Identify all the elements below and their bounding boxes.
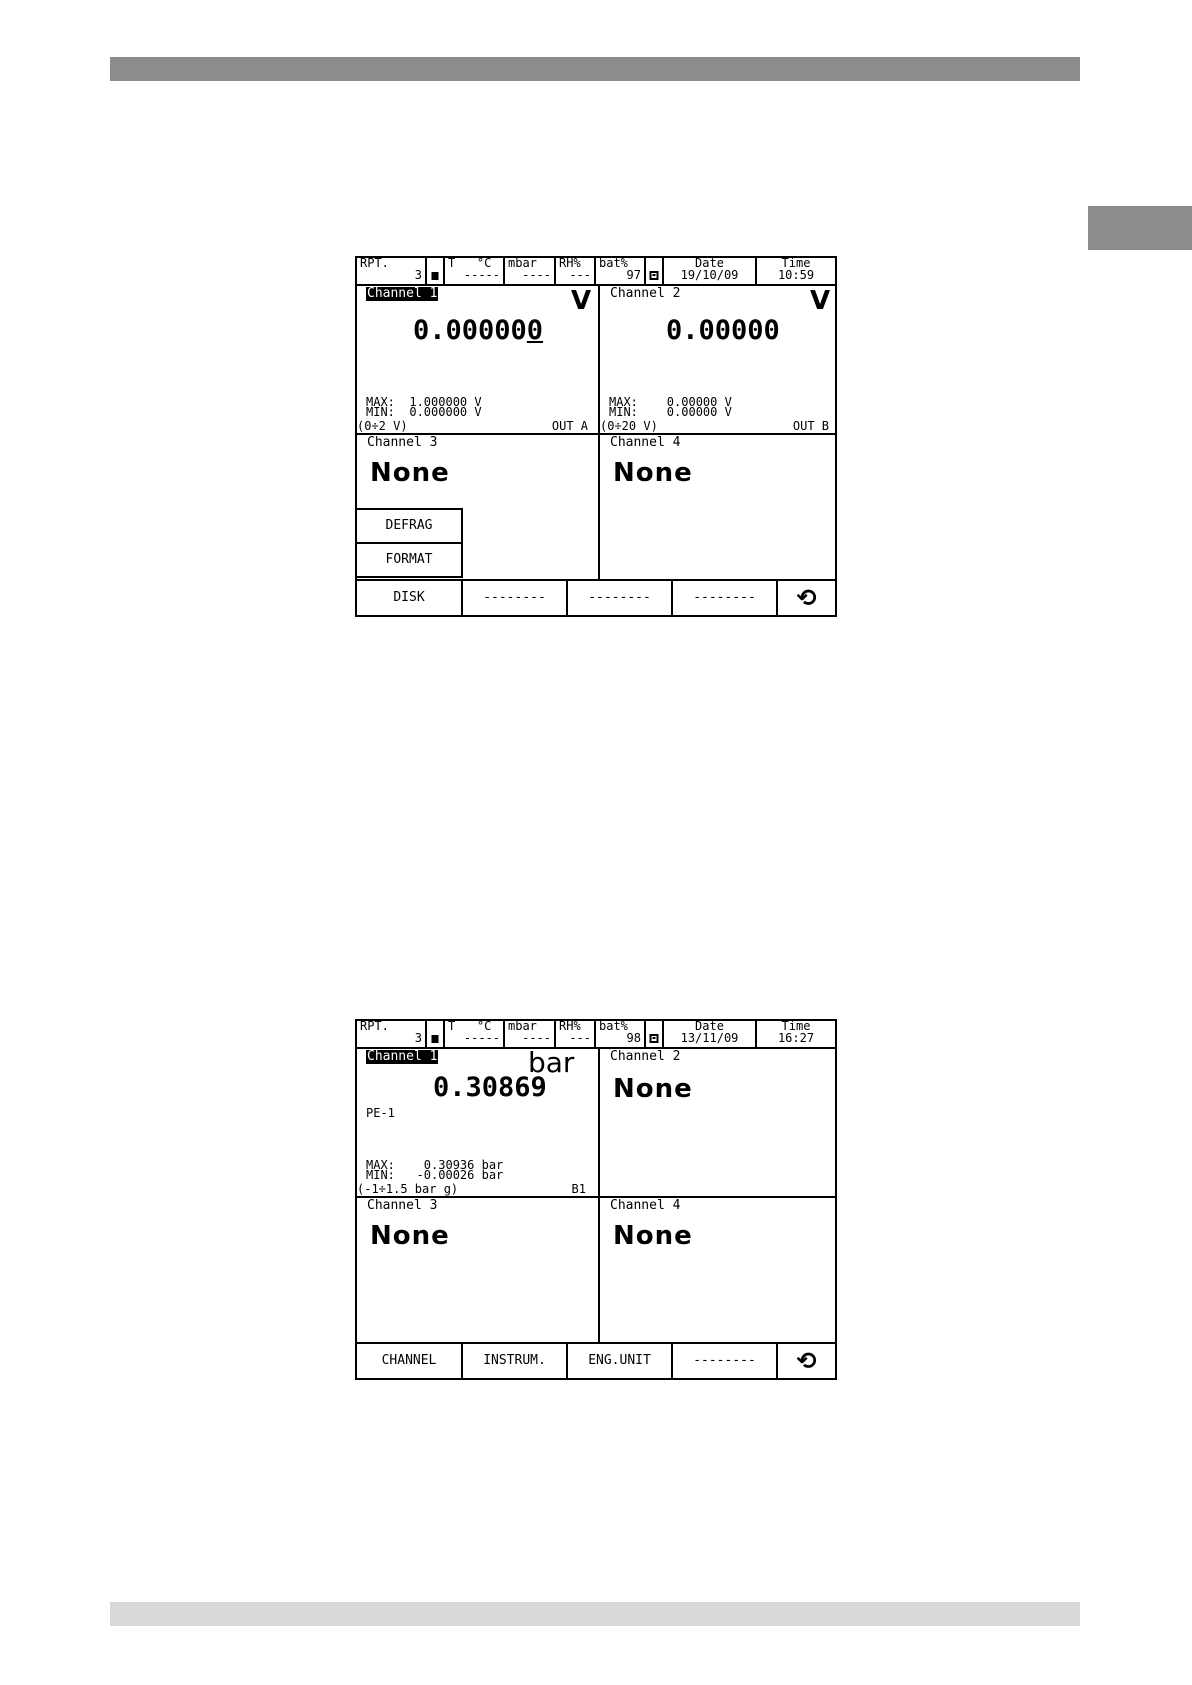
temperature-label: T °C [448,256,492,270]
channel-1-output: OUT A [551,419,588,433]
battery-label: bat% [599,1019,628,1033]
channel-1-label: Channel 1 [367,286,438,301]
battery-value: 97 [626,268,641,282]
battery-cell [596,1021,646,1047]
humidity-cell [556,1021,596,1047]
time-cell [757,1021,835,1047]
rpt-cell [357,1021,427,1047]
defrag-menu-item[interactable] [357,508,463,544]
time-label: Time [781,256,811,270]
channel-1-instrument: PE-1 [366,1106,395,1120]
temperature-value: ----- [463,268,500,282]
channel-2-min: MIN: 0.00000 V [609,405,732,419]
channel-3-panel[interactable] [357,1198,598,1342]
softkey-2-label: -------- [483,590,546,605]
status-header [357,1021,835,1049]
softkey-3-label: -------- [588,590,651,605]
memory-card-icon [650,271,659,280]
channel-4-value: None [613,1221,693,1251]
disk-softkey[interactable] [357,581,463,615]
date-cell [664,1021,757,1047]
refresh-softkey[interactable] [778,581,835,615]
memory-card-icon [650,1034,659,1043]
pressure-value: ---- [522,268,551,282]
channel-1-min: MIN: -0.00026 bar [366,1168,504,1182]
humidity-value: --- [569,1031,591,1045]
channel-1-range: (0÷2 V) [357,419,408,433]
channel-1-label: Channel 1 [367,1049,438,1064]
softkey-4-label: -------- [693,1353,756,1368]
rpt-cell [357,258,427,284]
rpt-label: RPT. [360,256,389,270]
memory-cell [646,258,664,284]
channel-2-unit: V [810,286,831,316]
channel-4-value: None [613,458,693,488]
status-header [357,258,835,286]
format-label: FORMAT [385,552,433,567]
channel-1-output: B1 [571,1182,586,1196]
refresh-softkey[interactable] [778,1344,835,1378]
memory-cell [646,1021,664,1047]
rpt-label: RPT. [360,1019,389,1033]
humidity-label: RH% [559,1019,581,1033]
humidity-label: RH% [559,256,581,270]
format-menu-item[interactable] [357,542,463,578]
channel-1-max: MAX: 0.30936 bar [366,1158,504,1172]
calibrator-screen-1 [355,256,837,617]
time-value: 10:59 [777,268,815,282]
battery-value: 98 [626,1031,641,1045]
channel-1-max: MAX: 1.000000 V [366,395,482,409]
channel-1-value-cursor-digit: 0 [526,315,544,346]
channel-1-range: (-1÷1.5 bar g) [357,1182,459,1196]
battery-label: bat% [599,256,628,270]
channel-2-value: 0.00000 [666,315,780,346]
softkey-bar [357,579,835,615]
channel-2-label: Channel 2 [610,286,681,301]
channel-4-panel[interactable] [600,1198,835,1342]
channel-3-value: None [370,1221,450,1251]
lock-cell [427,258,445,284]
temperature-cell [445,1021,505,1047]
time-cell [757,258,835,284]
pressure-label: mbar [508,1019,537,1033]
rpt-value: 3 [414,268,422,282]
channel-1-unit: bar [528,1046,575,1079]
pressure-label: mbar [508,256,537,270]
channel-softkey[interactable] [357,1344,463,1378]
channel-1-panel[interactable] [357,1046,598,1196]
channel-4-panel[interactable] [600,435,835,579]
date-label: Date [695,1019,724,1033]
date-value: 13/11/09 [680,1031,739,1045]
eng-unit-softkey-label: ENG.UNIT [588,1353,651,1368]
channel-3-value: None [370,458,450,488]
refresh-icon: ⟲ [796,584,817,612]
channel-1-unit: V [571,286,592,316]
temperature-cell [445,258,505,284]
channel-1-value: 0.30869 [433,1072,547,1103]
chapter-tab [1088,206,1192,250]
channel-1-panel[interactable] [357,286,598,433]
channel-2-max: MAX: 0.00000 V [609,395,732,409]
lock-cell [427,1021,445,1047]
page-header-bar [110,57,1080,81]
softkey-bar [357,1342,835,1378]
channel-2-panel[interactable] [600,286,835,433]
battery-cell [596,258,646,284]
refresh-icon: ⟲ [796,1347,817,1375]
channel-softkey-label: CHANNEL [381,1353,437,1368]
humidity-cell [556,258,596,284]
channel-4-label: Channel 4 [610,1198,681,1213]
time-value: 16:27 [777,1031,815,1045]
softkey-2[interactable] [463,581,568,615]
channel-4-label: Channel 4 [610,435,681,450]
channel-2-range: (0÷20 V) [600,419,658,433]
channel-1-value-digits: 0.00000 [413,315,527,346]
calibrator-screen-2 [355,1019,837,1380]
instrument-softkey-label: INSTRUM. [483,1353,546,1368]
page-footer-bar [110,1602,1080,1626]
channel-1-min: MIN: 0.000000 V [366,405,482,419]
humidity-value: --- [569,268,591,282]
temperature-label: T °C [448,1019,492,1033]
lock-icon [432,1035,439,1043]
channel-3-label: Channel 3 [367,435,438,450]
temperature-value: ----- [463,1031,500,1045]
pressure-cell [505,1021,556,1047]
softkey-4[interactable] [673,581,778,615]
softkey-3[interactable] [568,581,673,615]
time-label: Time [781,1019,811,1033]
lock-icon [432,272,439,280]
instrument-softkey[interactable] [463,1344,568,1378]
channel-2-value: None [613,1074,693,1104]
pressure-cell [505,258,556,284]
rpt-value: 3 [414,1031,422,1045]
channel-1-value [413,316,543,346]
date-cell [664,258,757,284]
softkey-4-label: -------- [693,590,756,605]
defrag-label: DEFRAG [385,518,433,533]
eng-unit-softkey[interactable] [568,1344,673,1378]
channel-3-label: Channel 3 [367,1198,438,1213]
channel-2-panel[interactable] [600,1049,835,1196]
softkey-4[interactable] [673,1344,778,1378]
channel-2-output: OUT B [792,419,829,433]
date-value: 19/10/09 [680,268,739,282]
date-label: Date [695,256,724,270]
pressure-value: ---- [522,1031,551,1045]
disk-softkey-label: DISK [393,590,425,605]
channel-2-label: Channel 2 [610,1049,681,1064]
